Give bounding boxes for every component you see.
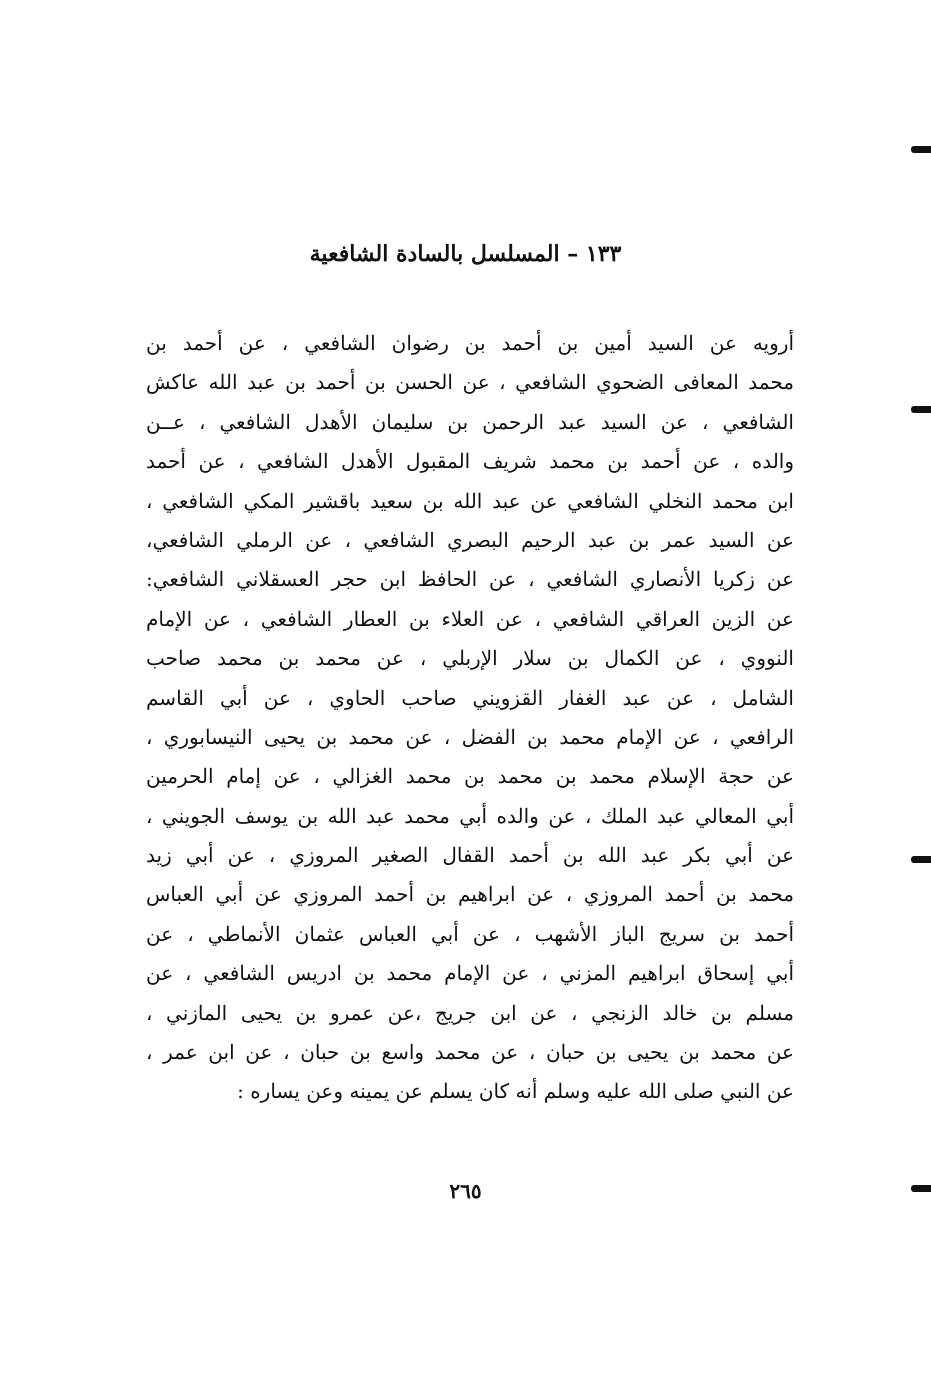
body-text <box>146 324 794 1112</box>
text-line: النووي ، عن الكمال بن سلار الإربلي ، عن محمد بن محمد صاحب <box>146 646 794 671</box>
margin-mark <box>911 856 931 863</box>
text-line: مسلم بن خالد الزنجي ، عن ابن جريج ،عن عمرو بن يحيى المازني ، <box>146 1000 794 1025</box>
text-line: عن الزين العراقي الشافعي ، عن العلاء بن العطار الشافعي ، عن الإمام <box>146 606 794 631</box>
text-line: أرويه عن السيد أمين بن أحمد بن رضوان الشافعي ، عن أحمد بن <box>146 331 794 355</box>
text-line: عن محمد بن يحيى بن حبان ، عن محمد واسع بن حبان ، عن ابن عمر ، <box>146 1040 794 1065</box>
text-line: الشامل ، عن عبد الغفار القزويني صاحب الحاوي ، عن أبي القاسم <box>146 685 794 710</box>
text-line: عن النبي صلى الله عليه وسلم أنه كان يسلم عن يمينه وعن يساره : <box>237 1079 794 1104</box>
text-line: أبي المعالي عبد الملك ، عن والده أبي محمد عبد الله بن يوسف الجويني ، <box>146 803 794 828</box>
text-line: الرافعي ، عن الإمام محمد بن الفضل ، عن محمد بن يحيى النيسابوري ، <box>146 724 794 749</box>
text-line: أحمد بن سريج الباز الأشهب ، عن أبي العباس عثمان الأنماطي ، عن <box>146 921 794 946</box>
text-line: عن حجة الإسلام محمد بن محمد بن محمد الغزالي ، عن إمام الحرمين <box>146 764 794 789</box>
margin-mark <box>911 406 931 413</box>
text-line: ابن محمد النخلي الشافعي عن عبد الله بن سعيد باقشير المكي الشافعي ، <box>146 488 794 513</box>
margin-mark <box>911 146 931 153</box>
section-heading: ١٣٣ – المسلسل بالسادة الشافعية <box>309 241 622 267</box>
text-line: الشافعي ، عن السيد عبد الرحمن بن سليمان الأهدل الشافعي ، عــن <box>146 409 794 434</box>
text-line: عن السيد عمر بن عبد الرحيم البصري الشافعي ، عن الرملي الشافعي، <box>146 527 794 552</box>
text-line: أبي إسحاق ابراهيم المزني ، عن الإمام محمد بن ادريس الشافعي ، عن <box>146 961 794 986</box>
page-number: ٢٦٥ <box>449 1179 482 1203</box>
text-line: محمد المعافى الضحوي الشافعي ، عن الحسن بن أحمد بن عبد الله عاكش <box>146 370 794 395</box>
text-line: محمد بن أحمد المروزي ، عن ابراهيم بن أحمد المروزي عن أبي العباس <box>146 882 794 907</box>
text-line: والده ، عن أحمد بن محمد شريف المقبول الأهدل الشافعي ، عن أحمد <box>146 449 794 474</box>
text-line: عن زكريا الأنصاري الشافعي ، عن الحافظ ابن حجر العسقلاني الشافعي: <box>146 567 794 592</box>
text-line: عن أبي بكر عبد الله بن أحمد القفال الصغير المروزي ، عن أبي زيد <box>146 843 794 868</box>
